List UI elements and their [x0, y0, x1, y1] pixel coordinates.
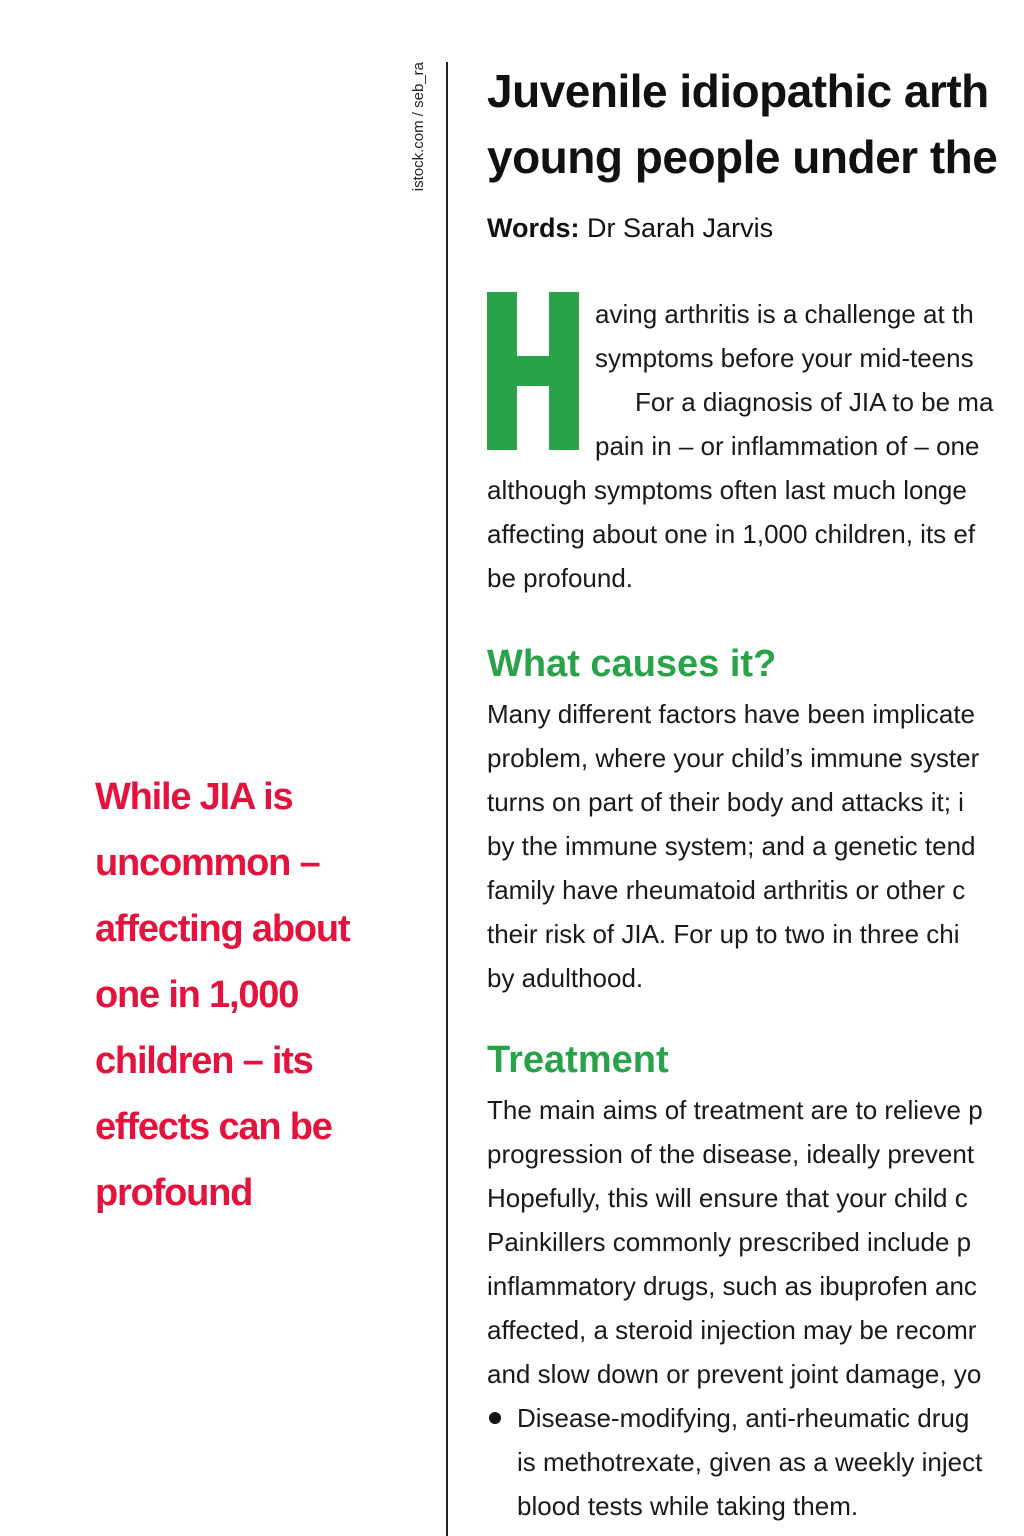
section-heading-causes: What causes it?	[487, 643, 777, 685]
article-title	[487, 58, 1024, 190]
text-line: by the immune system; and a genetic tend	[487, 831, 976, 861]
byline-label: Words:	[487, 213, 580, 243]
text-line: symptoms before your mid-teens	[595, 343, 974, 373]
text-line: and slow down or prevent joint damage, yo	[487, 1359, 982, 1389]
text-line: turns on part of their body and attacks it; i	[487, 787, 964, 817]
text-line: inflammatory drugs, such as ibuprofen anc	[487, 1271, 977, 1301]
treatment-paragraph	[487, 1088, 1024, 1396]
intro-paragraph	[487, 292, 1024, 600]
bullet-item	[487, 1396, 1024, 1528]
article-column	[487, 58, 1024, 1528]
text-line: although symptoms often last much longe	[487, 475, 967, 505]
text-line: Hopefully, this will ensure that your child c	[487, 1183, 968, 1213]
text-line: pain in – or inflammation of – one	[595, 431, 980, 461]
text-line: is methotrexate, given as a weekly inject	[517, 1447, 983, 1477]
text-line: Painkillers commonly prescribed include p	[487, 1227, 972, 1257]
byline-author: Dr Sarah Jarvis	[587, 213, 774, 243]
text-line: be profound.	[487, 563, 634, 593]
text-line: problem, where your child’s immune syster	[487, 743, 980, 773]
section-heading-treatment: Treatment	[487, 1039, 669, 1081]
text-line: aving arthritis is a challenge at th	[595, 299, 974, 329]
text-line: blood tests while taking them.	[517, 1491, 859, 1521]
text-line: by adulthood.	[487, 963, 644, 993]
text-line: The main aims of treatment are to relieve p	[487, 1095, 983, 1125]
text-line: Disease-modifying, anti-rheumatic drug	[517, 1403, 970, 1433]
article-title-line: young people under the	[487, 131, 998, 183]
text-line: family have rheumatoid arthritis or other c	[487, 875, 966, 905]
photo-credit-text: istock.com / seb_ra	[410, 62, 427, 192]
text-line: For a diagnosis of JIA to be ma	[635, 387, 994, 417]
column-divider	[446, 62, 448, 1536]
article-title-line: Juvenile idiopathic arth	[487, 65, 989, 117]
text-line: progression of the disease, ideally prevent	[487, 1139, 975, 1169]
text-line: their risk of JIA. For up to two in three chi	[487, 919, 960, 949]
photo-credit	[408, 62, 430, 232]
text-line: affecting about one in 1,000 children, its ef	[487, 519, 976, 549]
pull-quote: While JIA is uncommon – affecting about one in 1,000 children – its effects can be profound	[95, 776, 350, 1214]
causes-paragraph	[487, 692, 1024, 1000]
bullet-dot-icon	[489, 1412, 501, 1424]
text-line: Many different factors have been implicate	[487, 699, 976, 729]
byline	[487, 208, 1024, 248]
text-line: affected, a steroid injection may be recomr	[487, 1315, 977, 1345]
drop-cap	[487, 292, 579, 450]
